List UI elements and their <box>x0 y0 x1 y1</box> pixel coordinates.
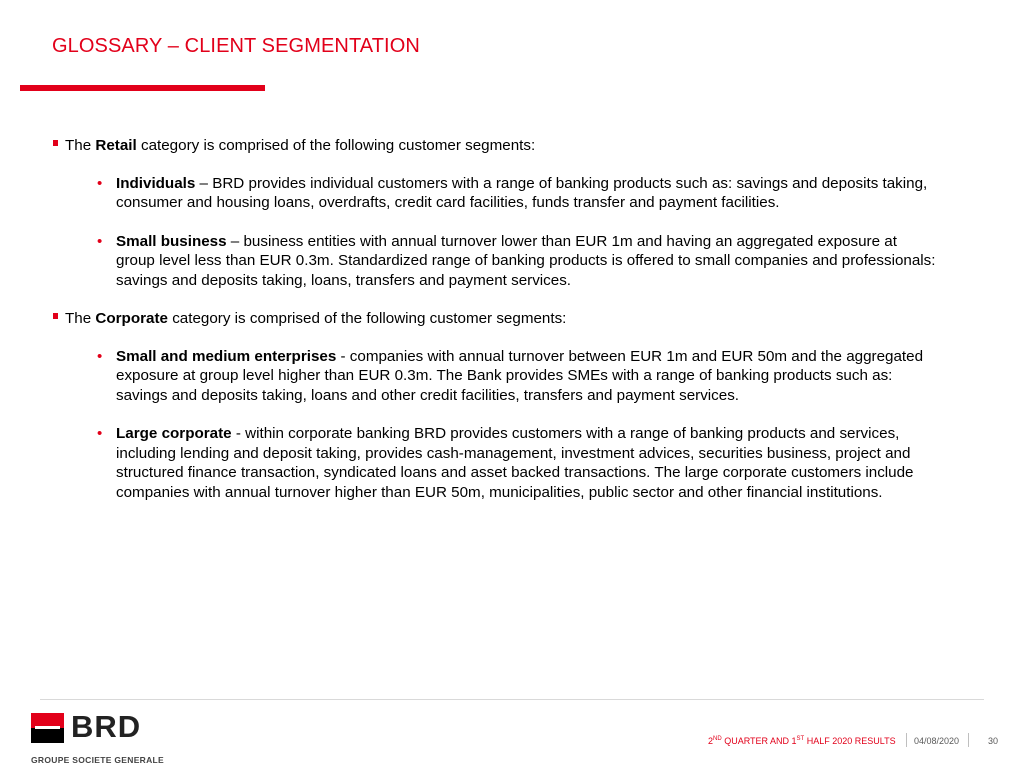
item-keyword: Large corporate <box>116 425 232 442</box>
square-bullet-icon <box>53 140 58 146</box>
item-text: exposure at group level higher than EUR 0.3m. The Bank provides SMEs with a range of banking products such as: <box>116 367 893 384</box>
footer-separator <box>906 733 907 747</box>
section-corporate <box>52 309 992 329</box>
list-item-individuals <box>52 174 992 213</box>
round-bullet-icon: • <box>97 425 103 442</box>
footer-report-title: 2ND QUARTER AND 1ST HALF 2020 RESULTS <box>708 736 896 746</box>
section-keyword: Retail <box>95 137 137 154</box>
item-text: – business entities with annual turnover lower than EUR 1m and having an aggregated exposure at <box>226 232 897 250</box>
item-text: companies with annual turnover higher than EUR 50m, municipalities, public sector and other financial institutions. <box>116 483 883 501</box>
item-text: consumer and housing loans, overdrafts, credit card facilities, funds transfer and payment facilities. <box>116 194 780 211</box>
round-bullet-icon: • <box>97 174 103 192</box>
item-text: - companies with annual turnover between EUR 1m and EUR 50m and the aggregated <box>336 347 924 365</box>
item-keyword: Individuals <box>116 174 196 192</box>
footer-date: 04/08/2020 <box>914 736 960 746</box>
item-text: - within corporate banking BRD provides customers with a range of banking products and services, <box>231 425 900 442</box>
item-text: savings and deposits taking, loans and other credit facilities, transfers and payment services. <box>116 386 740 404</box>
footer-separator <box>968 733 969 747</box>
item-text: savings and deposits taking, loans, transfers and payment services. <box>116 271 572 289</box>
section-retail <box>52 136 992 156</box>
list-item-sme <box>52 347 992 406</box>
page-title: GLOSSARY – CLIENT SEGMENTATION <box>52 35 420 57</box>
section-text: category is comprised of the following customer segments: <box>167 310 567 327</box>
page-number: 30 <box>988 736 999 746</box>
list-item-large-corporate <box>52 424 992 502</box>
section-text: category is comprised of the following customer segments: <box>136 137 536 154</box>
square-bullet-icon <box>53 313 58 319</box>
item-text: – BRD provides individual customers with a range of banking products such as: savings and deposits taking, <box>195 174 928 192</box>
round-bullet-icon: • <box>97 232 103 250</box>
footer-divider <box>40 699 984 700</box>
list-item-small-business <box>52 232 992 291</box>
item-keyword: Small and medium enterprises <box>116 347 337 365</box>
item-text: including lending and deposit taking, provides cash-management, investment advices, securities business, project and <box>116 444 911 462</box>
section-keyword: Corporate <box>95 310 168 327</box>
title-underline <box>20 85 265 91</box>
round-bullet-icon: • <box>97 347 103 365</box>
logo-text: BRD <box>71 709 142 744</box>
logo-subtitle: GROUPE SOCIETE GENERALE <box>31 755 165 765</box>
item-text: structured finance transaction, syndicated loans and asset backed transactions. The large corporate customers include <box>116 464 914 481</box>
item-keyword: Small business <box>116 232 227 250</box>
section-text: The <box>65 310 96 327</box>
item-text: group level less than EUR 0.3m. Standardized range of banking products is offered to small companies and professionals: <box>116 252 936 269</box>
section-text: The <box>65 137 96 154</box>
glossary-content <box>52 136 992 502</box>
